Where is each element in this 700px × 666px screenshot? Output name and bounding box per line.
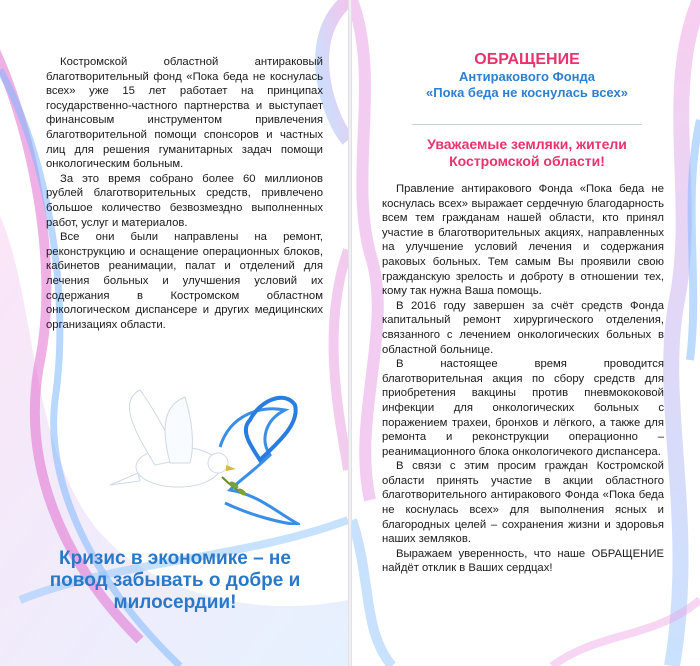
slogan-line: милосердии! bbox=[113, 592, 237, 613]
dove-icon bbox=[100, 385, 300, 525]
appeal-header bbox=[392, 50, 662, 101]
right-paragraph: В 2016 году завершен за счёт средств Фонда капитальный ремонт хирургического отделения, связанного с лечением онкологических больных в областной больнице. bbox=[382, 299, 664, 356]
greeting bbox=[392, 136, 662, 170]
right-paragraph: В связи с этим просим граждан Костромской области принять участие в акции областного благотворительного антиракового Фонда «Пока беда не коснулась всех» для выполнения ясных и благородных целей – сохранения жизни и здоровья наших земляков. bbox=[382, 460, 664, 546]
left-paragraph: За это время собрано более 60 миллионов рублей благотворительных средств, привлечено большое количество безвозмездно выполненных работ, услуг и материалов. bbox=[46, 172, 323, 229]
divider bbox=[412, 124, 642, 125]
right-paragraph: Правление антиракового Фонда «Пока беда не коснулась всех» выражает сердечную благодарность всем тем гражданам нашей области, кто принял участие в благотворительных акциях, направленных на улучшение условий лечения и содержания раковых больных. Тем самым Вы проявили свою гражданскую зрелость и доброту в отношении тех, кому так нужна Ваша помощь. bbox=[382, 183, 664, 298]
greeting-line: Уважаемые земляки, жители bbox=[427, 136, 627, 152]
page-subtitle: «Пока беда не коснулась всех» bbox=[426, 85, 628, 100]
slogan bbox=[30, 548, 320, 614]
left-paragraph: Костромской областной антираковый благотворительный фонд «Пока беда не коснулась всех» уже 15 лет работает на принципах государственно-частного партнерства и выступает финансовым инструментом привлечения благотворительной помощи спонсоров и частных лиц для решения гуманитарных задач помощи онкологическим больным. bbox=[46, 56, 323, 171]
left-paragraph: Все они были направлены на ремонт, реконструкцию и оснащение операционных блоков, кабинетов реанимации, палат и отделений для лечения больных и улучшения условий их содержания в Костромском областном онкологическом диспансере и других медицинских организациях области. bbox=[46, 231, 323, 331]
greeting-line: Костромской области! bbox=[449, 153, 605, 169]
slogan-line: повод забывать о добре и bbox=[49, 570, 301, 591]
slogan-line: Кризис в экономике – не bbox=[59, 548, 291, 569]
right-body-text bbox=[382, 182, 664, 576]
page-subtitle: Антиракового Фонда bbox=[459, 69, 595, 84]
left-page bbox=[0, 0, 348, 666]
right-page bbox=[352, 0, 700, 666]
left-body-text bbox=[46, 55, 323, 332]
page-title: ОБРАЩЕНИЕ bbox=[474, 51, 580, 68]
right-paragraph: Выражаем уверенность, что наше ОБРАЩЕНИЕ найдёт отклик в Ваших сердцах! bbox=[382, 547, 664, 575]
right-paragraph: В настоящее время проводится благотворительная акция по сбору средств для приобретения вакцины против пневмококовой инфекции для онкологических больных с поражением трахеи, бронхов и лёгкого, а также для ремонта и реконструкции операционно – реанимационного блока онкологичекого диспансера. bbox=[382, 358, 664, 458]
